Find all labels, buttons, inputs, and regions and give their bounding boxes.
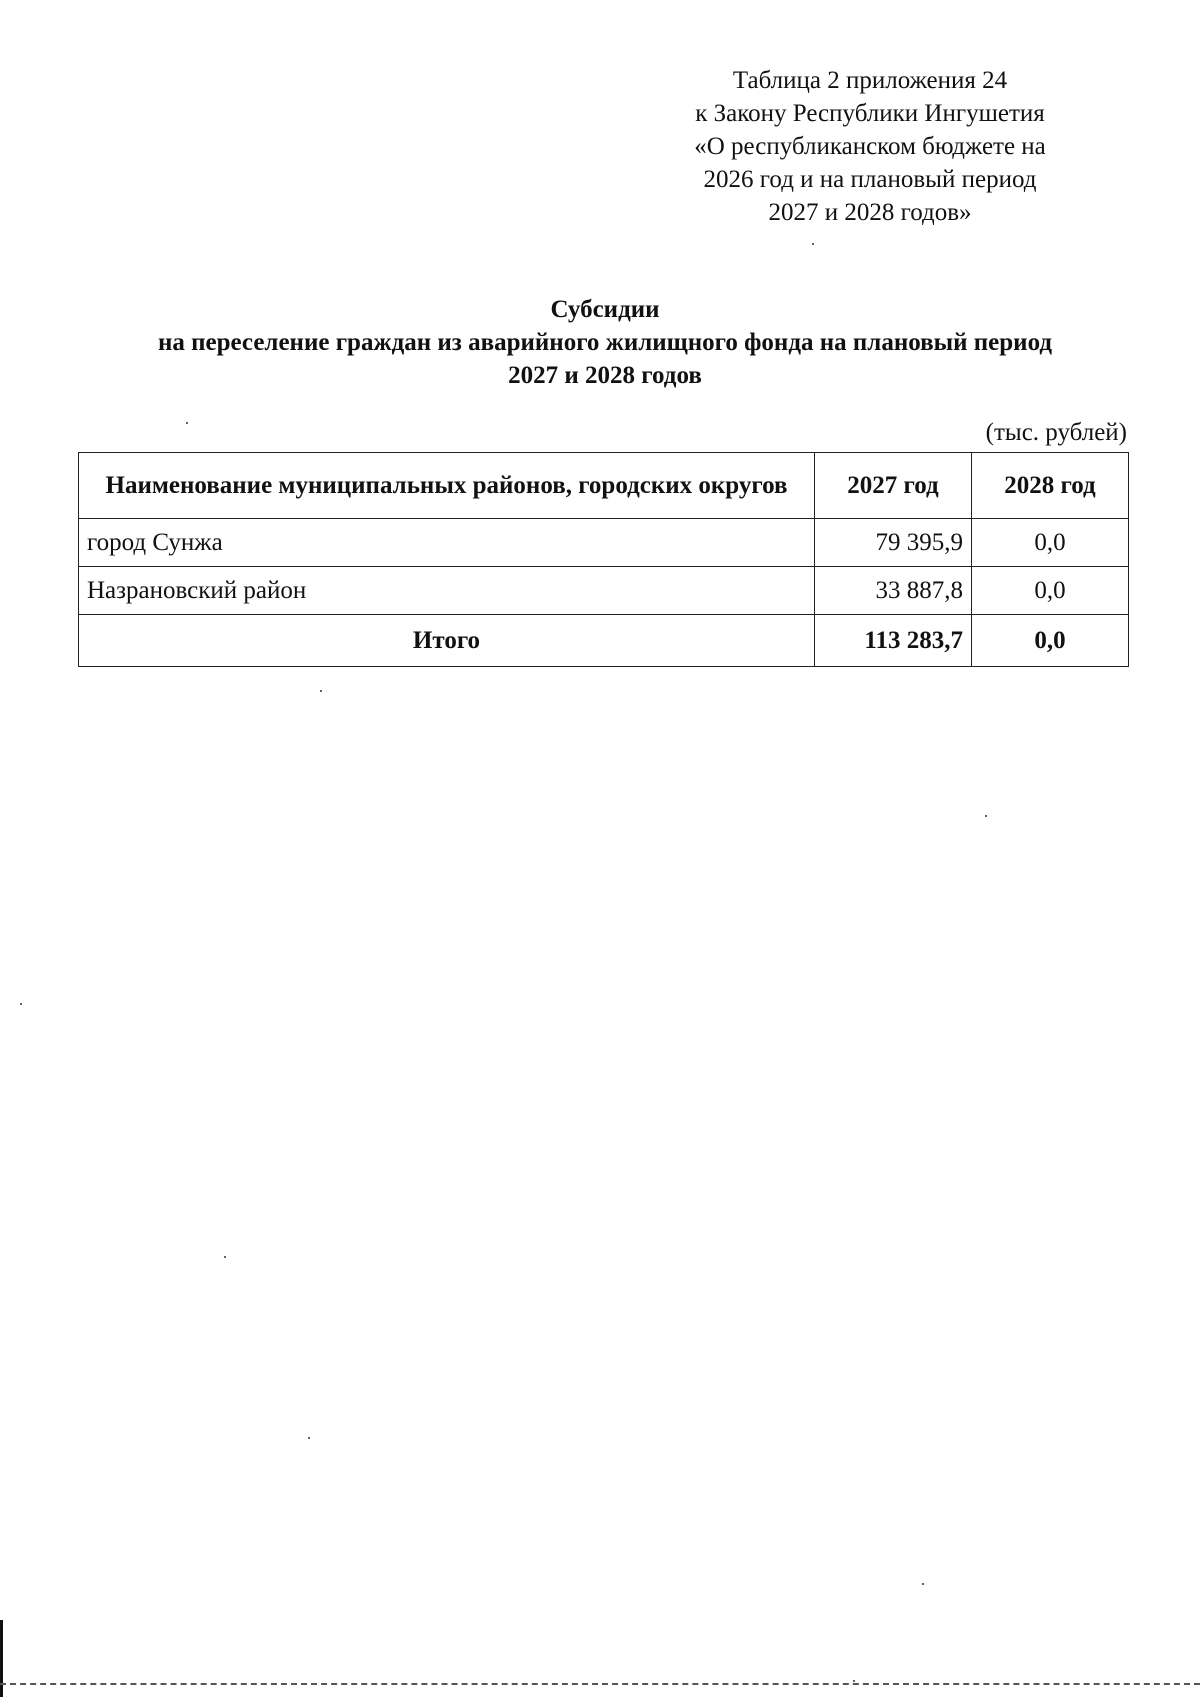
title-line: на переселение граждан из аварийного жилищного фонда на плановый период [157,329,1053,356]
total-row [79,615,1129,667]
scan-speck [224,1256,226,1258]
units-label: (тыс. рублей) [985,419,1127,446]
value-2028-cell: 0,0 [972,567,1129,615]
municipality-name-cell: город Сунжа [79,519,815,567]
table-row [79,567,1129,615]
title-line: Субсидии [550,296,660,323]
value-2028-cell: 0,0 [972,519,1129,567]
total-2027-cell: 113 283,7 [815,615,972,667]
scan-speck [308,1437,310,1439]
column-header-name: Наименование муниципальных районов, городских округов [79,453,815,519]
table-row [79,519,1129,567]
appendix-header-line: Таблица 2 приложения 24 [732,67,1008,94]
appendix-header-line: к Закону Республики Ингушетия [695,100,1045,127]
value-2027-cell: 33 887,8 [815,567,972,615]
scan-speck [853,1680,855,1682]
total-label-cell: Итого [79,615,815,667]
scan-speck [922,1583,924,1585]
scan-edge-line [0,1683,1200,1685]
scan-speck [812,243,814,245]
scan-speck [320,690,322,692]
table-header-row [79,453,1129,519]
scan-speck [20,1003,22,1005]
appendix-header [640,64,1100,229]
subsidies-table [78,452,1129,667]
total-2028-cell: 0,0 [972,615,1129,667]
title-line: 2027 и 2028 годов [508,362,702,389]
scan-edge-mark [0,1620,3,1697]
appendix-header-line: 2026 год и на плановый период [703,166,1037,193]
municipality-name-cell: Назрановский район [79,567,815,615]
column-header-2027: 2027 год [815,453,972,519]
appendix-header-line: «О республиканском бюджете на [694,133,1046,160]
document-title [60,293,1150,392]
appendix-header-line: 2027 и 2028 годов» [768,199,972,226]
scan-speck [186,422,188,424]
value-2027-cell: 79 395,9 [815,519,972,567]
column-header-2028: 2028 год [972,453,1129,519]
scan-speck [985,815,987,817]
